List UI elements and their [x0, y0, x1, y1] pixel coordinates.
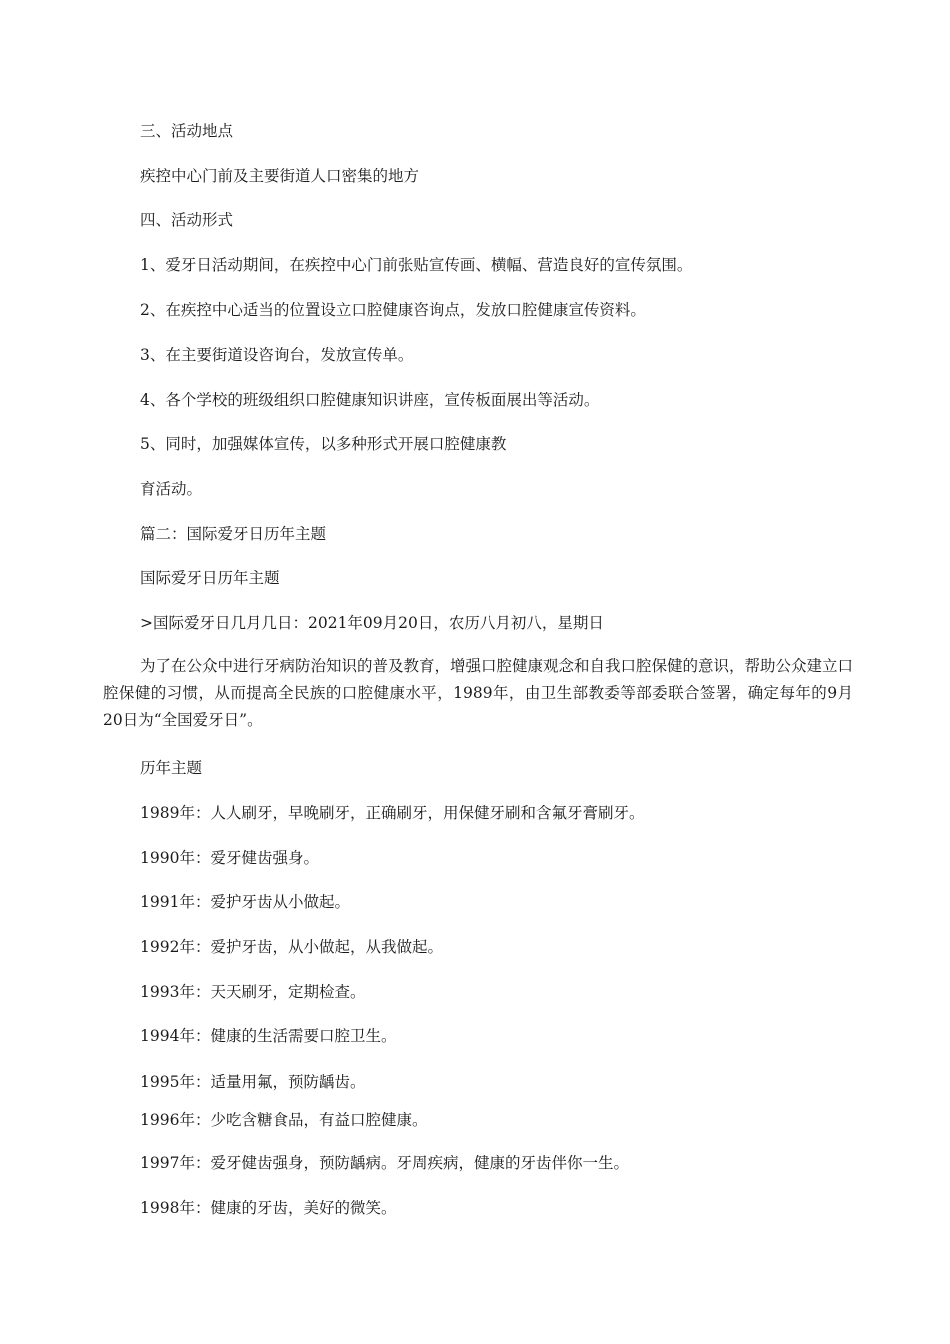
theme-item: 1992年：爱护牙齿，从小做起，从我做起。 — [140, 938, 443, 956]
activity-item: 5、同时，加强媒体宣传，以多种形式开展口腔健康教 — [140, 435, 507, 453]
themes-heading: 历年主题 — [140, 759, 203, 777]
section3-text: 疾控中心门前及主要街道人口密集的地方 — [140, 167, 420, 185]
theme-item: 1995年：适量用氟，预防龋齿。 — [140, 1073, 366, 1091]
theme-item: 1994年：健康的生活需要口腔卫生。 — [140, 1027, 397, 1045]
activity-item: 2、在疾控中心适当的位置设立口腔健康咨询点，发放口腔健康宣传资料。 — [140, 301, 646, 319]
intro-paragraph: 为了在公众中进行牙病防治知识的普及教育，增强口腔健康观念和自我口腔保健的意识，帮助公众建立口腔保健的习惯，从而提高全民族的口腔健康水平，1989年，由卫生部教委等部委联合签署，确定每年的9月20日为“全国爱牙日”。 — [103, 657, 854, 729]
part2-heading: 篇二：国际爱牙日历年主题 — [140, 525, 327, 543]
activity-item-continued: 育活动。 — [140, 480, 203, 498]
theme-item: 1997年：爱牙健齿强身，预防龋病。牙周疾病，健康的牙齿伴你一生。 — [140, 1154, 629, 1172]
section3-heading: 三、活动地点 — [140, 122, 234, 140]
theme-item: 1993年：天天刷牙，定期检查。 — [140, 983, 366, 1001]
activity-item: 3、在主要街道设咨询台，发放宣传单。 — [140, 346, 414, 364]
date-line: >国际爱牙日几月几日：2021年09月20日，农历八月初八，星期日 — [140, 614, 604, 632]
activity-item: 1、爱牙日活动期间，在疾控中心门前张贴宣传画、横幅、营造良好的宣传氛围。 — [140, 256, 693, 274]
section4-heading: 四、活动形式 — [140, 211, 234, 229]
theme-item: 1996年：少吃含糖食品，有益口腔健康。 — [140, 1111, 428, 1129]
theme-item: 1989年：人人刷牙，早晚刷牙，正确刷牙，用保健牙刷和含氟牙膏刷牙。 — [140, 804, 645, 822]
part2-title: 国际爱牙日历年主题 — [140, 569, 280, 587]
theme-item: 1990年：爱牙健齿强身。 — [140, 849, 319, 867]
theme-item: 1998年：健康的牙齿，美好的微笑。 — [140, 1199, 397, 1217]
theme-item: 1991年：爱护牙齿从小做起。 — [140, 893, 350, 911]
activity-item: 4、各个学校的班级组织口腔健康知识讲座，宣传板面展出等活动。 — [140, 391, 600, 409]
